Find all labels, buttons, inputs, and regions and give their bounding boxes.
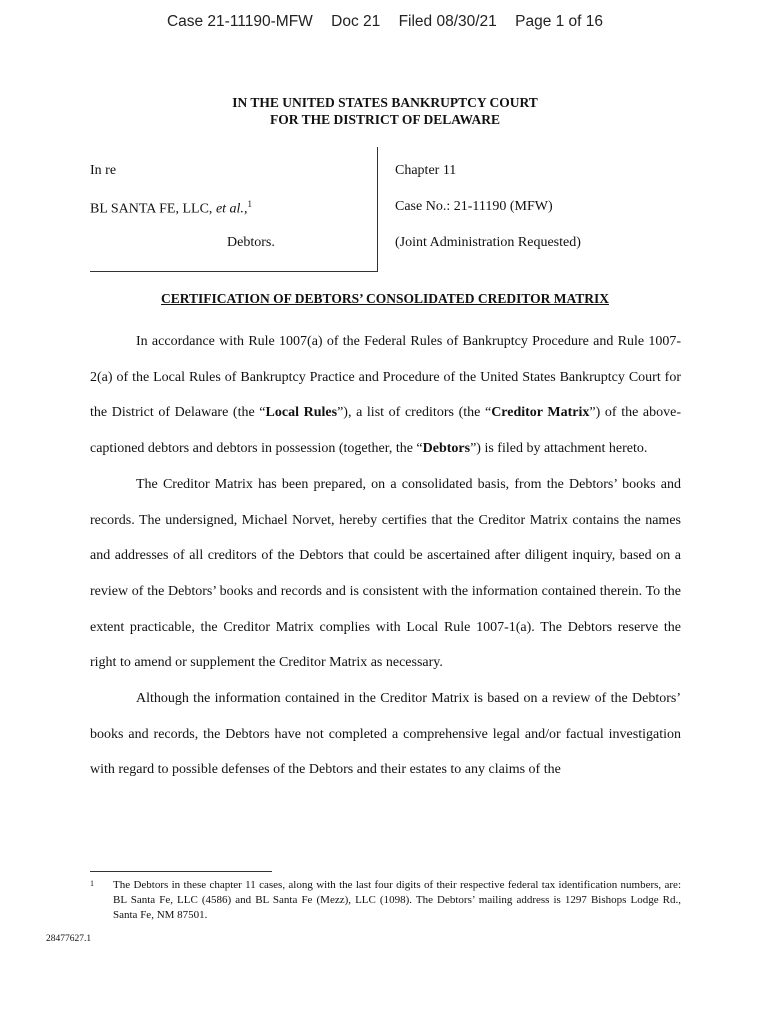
paragraph-3: Although the information contained in the Creditor Matrix is based on a review of the Debtors’ books and records, the Debtors have not completed a comprehensive legal and/or factual investigation with regard to possible defenses of the Debtors and their estates to any claims of the: [90, 691, 681, 778]
filed-date: Filed 08/30/21: [398, 13, 497, 30]
footnote-ref: 1: [247, 199, 252, 209]
court-district: FOR THE DISTRICT OF DELAWARE: [269, 112, 501, 127]
court-heading: [0, 94, 770, 128]
footnote-number: 1: [90, 879, 94, 888]
caption-horizontal-rule: [90, 271, 378, 272]
docket-number: Doc 21: [331, 13, 381, 30]
in-re-label: In re: [90, 163, 117, 178]
et-al: et al.: [215, 201, 244, 217]
term-creditor-matrix: Creditor Matrix: [491, 405, 590, 421]
case-number: Case 21-11190-MFW: [166, 13, 313, 30]
debtor-name: BL SANTA FE, LLC, et al.,$^1$: [90, 199, 252, 217]
page-indicator: Page 1 of 16: [515, 13, 604, 30]
court-name: IN THE UNITED STATES BANKRUPTCY COURT: [232, 95, 538, 110]
chapter-label: Chapter 11: [395, 163, 457, 178]
footnote-text: The Debtors in these chapter 11 cases, along with the last four digits of their respective federal tax identification numbers, are: BL Santa Fe, LLC (4586) and BL Santa Fe (Mezz), LLC (1098). The Debtors’ mailing address is 1297 Bishops Lodge Rd., Santa Fe, NM 87501.: [113, 879, 681, 921]
body-text: [90, 324, 681, 788]
caption-vertical-rule: [377, 147, 378, 271]
term-local-rules: Local Rules: [265, 405, 338, 421]
filing-header: [0, 13, 770, 31]
footnote-rule: [90, 871, 272, 872]
term-debtors: Debtors: [422, 441, 471, 457]
joint-admin-label: (Joint Administration Requested): [395, 235, 581, 250]
document-id: 28477627.1: [46, 934, 92, 944]
case-no-label: Case No.: 21-11190 (MFW): [395, 199, 553, 214]
paragraph-1: In accordance with Rule 1007(a) of the Federal Rules of Bankruptcy Procedure and Rule 1007-2(a) of the Local Rules of Bankruptcy Practice and Procedure of the United States Bankruptcy Court for the District of Delaware (the “Local Rules”), a list of creditors (the “Creditor Matrix”) of the above-captioned debtors and debtors in possession (together, the “Debtors”) is filed by attachment hereto.: [90, 334, 682, 457]
debtors-label: Debtors.: [227, 235, 275, 250]
footnote: [90, 878, 681, 923]
paragraph-2: The Creditor Matrix has been prepared, on a consolidated basis, from the Debtors’ books and records. The undersigned, Michael Norvet, hereby certifies that the Creditor Matrix contains the names and addresses of all creditors of the Debtors that could be ascertained after diligent inquiry, based on a review of the Debtors’ books and records and is consistent with the information contained therein. To the extent practicable, the Creditor Matrix complies with Local Rule 1007-1(a). The Debtors reserve the right to amend or supplement the Creditor Matrix as necessary.: [90, 476, 681, 671]
document-title: CERTIFICATION OF DEBTORS’ CONSOLIDATED CREDITOR MATRIX: [161, 291, 609, 306]
